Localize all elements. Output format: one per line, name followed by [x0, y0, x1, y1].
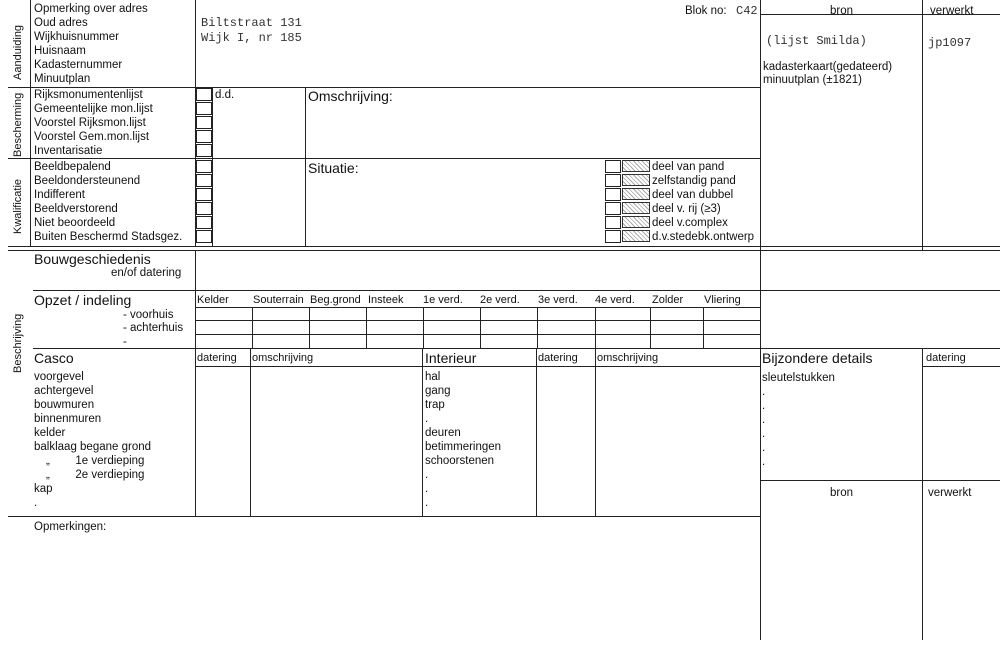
building-double-icon: [622, 188, 650, 200]
rule-col-305: [305, 87, 306, 246]
casco-item: voorgevel: [34, 371, 84, 383]
verwerkt-header: verwerkt: [930, 5, 974, 17]
bron-minuut: minuutplan (±1821): [763, 74, 863, 86]
checkbox-deel-van-dubbel[interactable]: [605, 188, 621, 201]
bijzondere-item: .: [762, 400, 766, 412]
kwalificatie-item: Beeldbepalend: [34, 161, 111, 173]
building-part-icon: [622, 160, 650, 172]
side-label-beschrijving: Beschrijving: [12, 313, 24, 373]
label-kadasternummer: Kadasternummer: [34, 59, 123, 71]
rule-opzet: [33, 290, 1000, 291]
rule-opzet-c7: [595, 307, 596, 348]
opzet-col-souterrain: Souterrain: [253, 294, 304, 306]
checkbox-beeldondersteunend[interactable]: [196, 174, 212, 187]
checkbox-niet-beoordeeld[interactable]: [196, 216, 212, 229]
label-oud-adres: Oud adres: [34, 17, 88, 29]
urban-plan-icon: [622, 230, 650, 242]
rule-col-922: [922, 0, 923, 250]
rule-casco-c1: [250, 348, 251, 516]
checkbox-voorstel-gem[interactable]: [196, 130, 212, 143]
casco-datering: datering: [197, 352, 237, 364]
rule-col-922b: [922, 348, 923, 640]
building-standalone-icon: [622, 174, 650, 186]
rule-casco-c3: [536, 348, 537, 516]
casco-item: achtergevel: [34, 385, 94, 397]
rule-casco-c2: [422, 348, 423, 516]
interieur-item: .: [425, 413, 429, 425]
blok-label: Blok no:: [685, 5, 727, 17]
rule-col-212: [212, 87, 213, 246]
rule-opzet-c3: [366, 307, 367, 348]
casco-item: kap: [34, 483, 53, 495]
situatie-option: deel v.complex: [652, 217, 728, 229]
casco-title: Casco: [34, 350, 74, 366]
interieur-list: [425, 370, 501, 510]
opmerkingen-label: Opmerkingen:: [34, 521, 107, 533]
interieur-item: gang: [425, 385, 451, 397]
bescherming-item: Voorstel Gem.mon.lijst: [34, 131, 150, 143]
interieur-item: trap: [425, 399, 445, 411]
checkbox-beeldverstorend[interactable]: [196, 202, 212, 215]
checkbox-inventarisatie[interactable]: [196, 144, 212, 157]
checkbox-stedebk-ontwerp[interactable]: [605, 230, 621, 243]
opzet-col-vliering: Vliering: [704, 294, 741, 306]
bron-kadaster: kadasterkaart(gedateerd): [763, 61, 893, 73]
kwalificatie-item: Buiten Beschermd Stadsgez.: [34, 231, 183, 243]
opzet-col-zolder: Zolder: [652, 294, 684, 306]
rule-opzet-c4: [423, 307, 424, 348]
bijzondere-item: sleutelstukken: [762, 372, 835, 384]
building-complex-icon: [622, 216, 650, 228]
rule-bouwgeschiedenis-top: [8, 250, 1000, 251]
rule-bijz-header: [922, 366, 1000, 367]
bijzondere-item: .: [762, 414, 766, 426]
kwalificatie-item: Niet beoordeeld: [34, 217, 116, 229]
bescherming-item: Inventarisatie: [34, 145, 103, 157]
bijzondere-item: .: [762, 442, 766, 454]
rule-opzet-grid1: [195, 307, 760, 308]
side-label-kwalificatie: Kwalificatie: [12, 178, 24, 234]
rule-kwalificatie: [8, 246, 1000, 247]
opzet-col-3e-verd: 3e verd.: [538, 294, 578, 306]
casco-list: [34, 370, 151, 510]
kwalificatie-item: Beeldondersteunend: [34, 175, 141, 187]
interieur-item: .: [425, 483, 429, 495]
opzet-row-blank: -: [123, 336, 127, 348]
opzet-row-achterhuis: - achterhuis: [123, 322, 184, 334]
kwalificatie-item: Beeldverstorend: [34, 203, 118, 215]
casco-item: kelder: [34, 427, 66, 439]
typed-oud-adres: Biltstraat 131: [201, 16, 302, 30]
opzet-col-kelder: Kelder: [197, 294, 229, 306]
bijzondere-datering: datering: [926, 352, 966, 364]
rule-opzet-c2: [309, 307, 310, 348]
checkbox-voorstel-rijksmon[interactable]: [196, 116, 212, 129]
rule-opzet-c9: [703, 307, 704, 348]
side-label-bescherming: Bescherming: [12, 92, 24, 157]
bijzondere-verwerkt: verwerkt: [928, 487, 972, 499]
bouwgeschiedenis-sub: en/of datering: [111, 267, 182, 279]
situatie-option: zelfstandig pand: [652, 175, 736, 187]
opzet-col-1e-verd: 1e verd.: [423, 294, 463, 306]
bijzondere-item: .: [762, 386, 766, 398]
casco-item: binnenmuren: [34, 413, 102, 425]
opzet-title: Opzet / indeling: [34, 292, 132, 308]
rule-col-760: [760, 0, 761, 640]
opzet-col-2e-verd: 2e verd.: [480, 294, 520, 306]
rule-casco-c4: [595, 348, 596, 516]
rule-casco: [33, 348, 1000, 349]
rule-opzet-c6: [537, 307, 538, 348]
situatie-label: Situatie:: [308, 160, 359, 176]
rule-opzet-c8: [650, 307, 651, 348]
opzet-col-insteek: Insteek: [368, 294, 404, 306]
label-wijkhuisnummer: Wijkhuisnummer: [34, 31, 119, 43]
rule-casco-header: [195, 366, 760, 367]
bron-value: (lijst Smilda): [766, 34, 867, 48]
label-opmerking-adres: Opmerking over adres: [34, 3, 148, 15]
interieur-omschrijving: omschrijving: [597, 352, 659, 364]
checkbox-gemeentelijke-mon[interactable]: [196, 102, 212, 115]
bijzondere-bron: bron: [830, 487, 854, 499]
rule-opzet-c1: [252, 307, 253, 348]
interieur-datering: datering: [538, 352, 578, 364]
checkbox-zelfstandig-pand[interactable]: [605, 174, 621, 187]
interieur-item: .: [425, 497, 429, 509]
checkbox-deel-v-rij[interactable]: [605, 202, 621, 215]
interieur-item: hal: [425, 371, 441, 383]
interieur-item: .: [425, 469, 429, 481]
interieur-title: Interieur: [425, 350, 477, 366]
building-row-icon: [622, 202, 650, 214]
checkbox-indifferent[interactable]: [196, 188, 212, 201]
interieur-item: deuren: [425, 427, 461, 439]
situatie-option: deel van dubbel: [652, 189, 734, 201]
bescherming-item: Gemeentelijke mon.lijst: [34, 103, 153, 115]
rule-opmerkingen: [8, 516, 760, 517]
rule-bescherming: [8, 158, 760, 159]
checkbox-deel-v-complex[interactable]: [605, 216, 621, 229]
bijzondere-title: Bijzondere details: [762, 350, 873, 366]
bijzondere-list: [762, 371, 835, 469]
casco-item: balklaag begane grond: [34, 441, 152, 453]
label-minuutplan: Minuutplan: [34, 73, 91, 85]
blok-value: C42: [736, 4, 758, 18]
kwalificatie-list: [34, 160, 182, 244]
verwerkt-value: jp1097: [928, 36, 972, 50]
bijzondere-item: .: [762, 456, 766, 468]
rule-opzet-c5: [480, 307, 481, 348]
casco-item: .: [34, 497, 38, 509]
interieur-item: betimmeringen: [425, 441, 502, 453]
opzet-row-voorhuis: - voorhuis: [123, 309, 174, 321]
label-huisnaam: Huisnaam: [34, 45, 86, 57]
rule-opzet-grid3: [195, 334, 760, 335]
casco-item: „ 2e verdieping: [46, 469, 145, 481]
bouwgeschiedenis-title: Bouwgeschiedenis: [34, 251, 151, 267]
dd-label: d.d.: [215, 89, 235, 101]
bescherming-item: Voorstel Rijksmon.lijst: [34, 117, 146, 129]
rule-side: [30, 0, 31, 246]
interieur-item: schoorstenen: [425, 455, 495, 467]
casco-item: „ 1e verdieping: [46, 455, 145, 467]
situatie-option: deel v. rij (≥3): [652, 203, 721, 215]
opzet-col-beg-grond: Beg.grond: [310, 294, 361, 306]
aanduiding-labels: [34, 2, 148, 86]
situatie-options: [652, 160, 754, 244]
checkbox-rijksmonumentenlijst[interactable]: [196, 88, 212, 101]
typed-wijkhuisnummer: Wijk I, nr 185: [201, 31, 302, 45]
situatie-option: d.v.stedebk.ontwerp: [652, 231, 755, 243]
bescherming-item: Rijksmonumentenlijst: [34, 89, 143, 101]
kwalificatie-item: Indifferent: [34, 189, 85, 201]
situatie-option: deel van pand: [652, 161, 725, 173]
checkbox-beeldbepalend[interactable]: [196, 160, 212, 173]
omschrijving-label: Omschrijving:: [308, 88, 393, 104]
rule-col-195b: [195, 250, 196, 516]
opzet-col-4e-verd: 4e verd.: [595, 294, 635, 306]
bron-header: bron: [830, 5, 854, 17]
bescherming-list: [34, 88, 153, 158]
rule-bijz-bron: [760, 480, 1000, 481]
casco-item: bouwmuren: [34, 399, 95, 411]
casco-omschrijving: omschrijving: [252, 352, 314, 364]
rule-opzet-grid2: [195, 320, 760, 321]
checkbox-deel-van-pand[interactable]: [605, 160, 621, 173]
bijzondere-item: .: [762, 428, 766, 440]
checkbox-buiten-beschermd[interactable]: [196, 230, 212, 243]
side-label-aanduiding: Aanduiding: [12, 24, 24, 80]
